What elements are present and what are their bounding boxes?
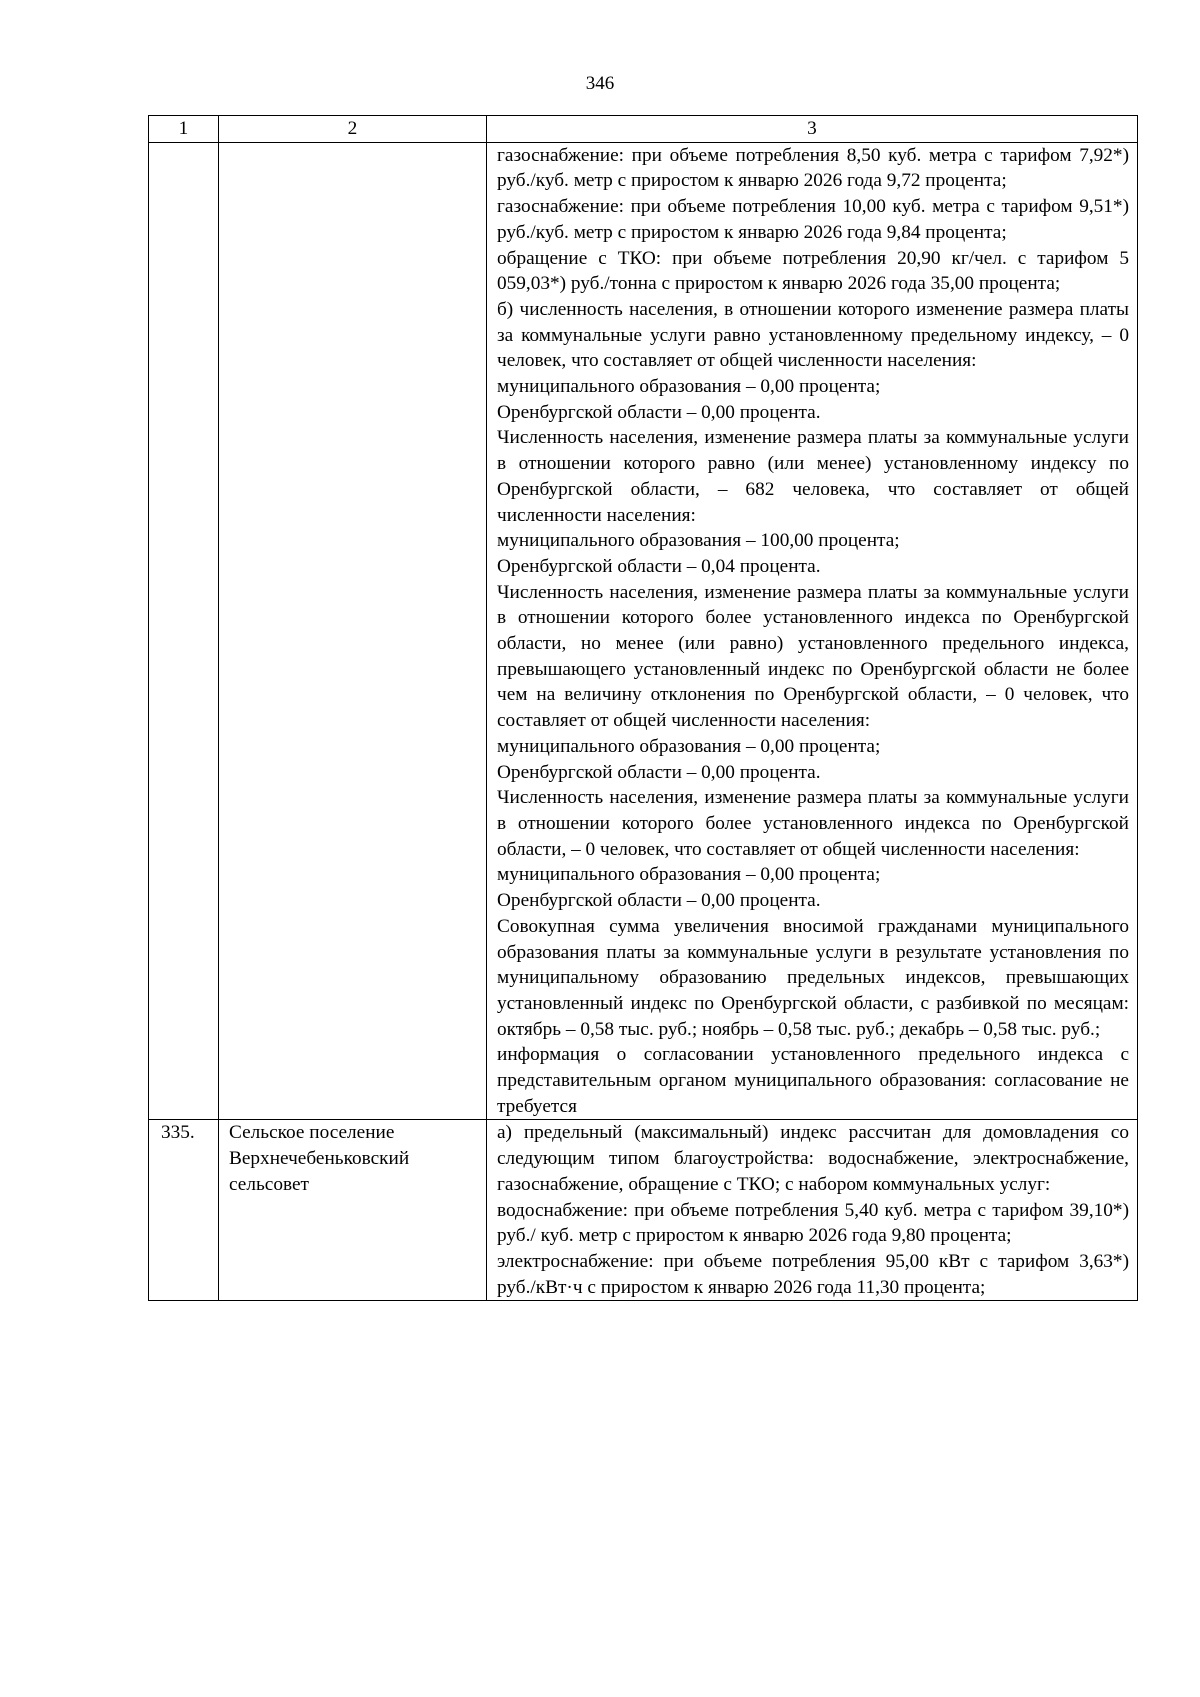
settlement-name-cell	[219, 142, 487, 1120]
page-number: 346	[585, 73, 615, 94]
paragraph: информация о согласовании установленного предельного индекса с представительным органом муниципального образования: согласование не требуется	[497, 1044, 1129, 1117]
paragraph: обращение с ТКО: при объеме потребления 20,90 кг/чел. с тарифом 5 059,03*) руб./тонна с приростом к январю 2026 года 35,00 процента;	[497, 247, 1129, 295]
settlement-name-line: сельсовет	[229, 1173, 309, 1195]
paragraph: муниципального образования – 0,00 процента;	[497, 735, 881, 757]
row-number-cell	[149, 142, 219, 1120]
paragraph: Численность населения, изменение размера платы за коммунальные услуги в отношении которого более установленного индекса по Оренбургской области, но менее (или равно) установленного предельного индекса, превышающего установленный индекс по Оренбургской области не более чем на величину отклонения по Оренбургской области, – 0 человек, что составляет от общей численности населения:	[497, 581, 1129, 732]
paragraph: Совокупная сумма увеличения вносимой гражданами муниципального образования платы за коммунальные услуги в результате установления по муниципальному образованию предельных индексов, превышающих установленный индекс по Оренбургской области, с разбивкой по месяцам: октябрь – 0,58 тыс. руб.; ноябрь – 0,58 тыс. руб.; декабрь – 0,58 тыс. руб.;	[497, 915, 1129, 1040]
table-header-row	[149, 116, 1138, 143]
row-number-cell: 335.	[149, 1120, 219, 1301]
tariff-table	[148, 115, 1138, 1301]
paragraph: электроснабжение: при объеме потребления 95,00 кВт с тарифом 3,63*) руб./кВт·ч с приростом к январю 2026 года 11,30 процента;	[497, 1250, 1129, 1298]
paragraph: водоснабжение: при объеме потребления 5,40 куб. метра с тарифом 39,10*) руб./ куб. метр с приростом к январю 2026 года 9,80 процента;	[497, 1199, 1129, 1247]
paragraph: Оренбургской области – 0,04 процента.	[497, 555, 821, 577]
table-row-335	[149, 1120, 1138, 1301]
paragraph: б) численность населения, в отношении которого изменение размера платы за коммунальные услуги равно установленному предельному индексу, – 0 человек, что составляет от общей численности населения:	[497, 298, 1129, 372]
settlement-name-line: Верхнечебеньковский	[229, 1148, 410, 1170]
header-col-3: 3	[487, 116, 1138, 143]
paragraph: Оренбургской области – 0,00 процента.	[497, 890, 821, 912]
settlement-name-line: Сельское поселение	[229, 1122, 395, 1144]
paragraph: муниципального образования – 0,00 процента;	[497, 376, 881, 398]
header-col-2: 2	[219, 116, 487, 143]
paragraph: муниципального образования – 0,00 процента;	[497, 864, 881, 886]
paragraph: муниципального образования – 100,00 процента;	[497, 530, 900, 552]
paragraph: Численность населения, изменение размера платы за коммунальные услуги в отношении которого равно (или менее) установленному индексу по Оренбургской области, – 682 человека, что составляет от общей численности населения:	[497, 427, 1129, 526]
paragraph: Численность населения, изменение размера платы за коммунальные услуги в отношении которого более установленного индекса по Оренбургской области, – 0 человек, что составляет от общей численности населения:	[497, 787, 1129, 860]
paragraph: а) предельный (максимальный) индекс рассчитан для домовладения со следующим типом благоустройства: водоснабжение, электроснабжение, газоснабжение, обращение с ТКО; с набором коммунальных услуг:	[497, 1122, 1129, 1195]
table-row-continued	[149, 142, 1138, 1120]
paragraph: Оренбургской области – 0,00 процента.	[497, 401, 821, 423]
row-content-cell	[487, 142, 1138, 1120]
paragraph: газоснабжение: при объеме потребления 8,50 куб. метра с тарифом 7,92*) руб./куб. метр с приростом к январю 2026 года 9,72 процента;	[497, 144, 1129, 192]
header-col-1: 1	[149, 116, 219, 143]
paragraph: Оренбургской области – 0,00 процента.	[497, 761, 821, 783]
row-content-cell	[487, 1120, 1138, 1301]
settlement-name-cell	[219, 1120, 487, 1301]
paragraph: газоснабжение: при объеме потребления 10,00 куб. метра с тарифом 9,51*) руб./куб. метр с приростом к январю 2026 года 9,84 процента;	[497, 196, 1129, 243]
